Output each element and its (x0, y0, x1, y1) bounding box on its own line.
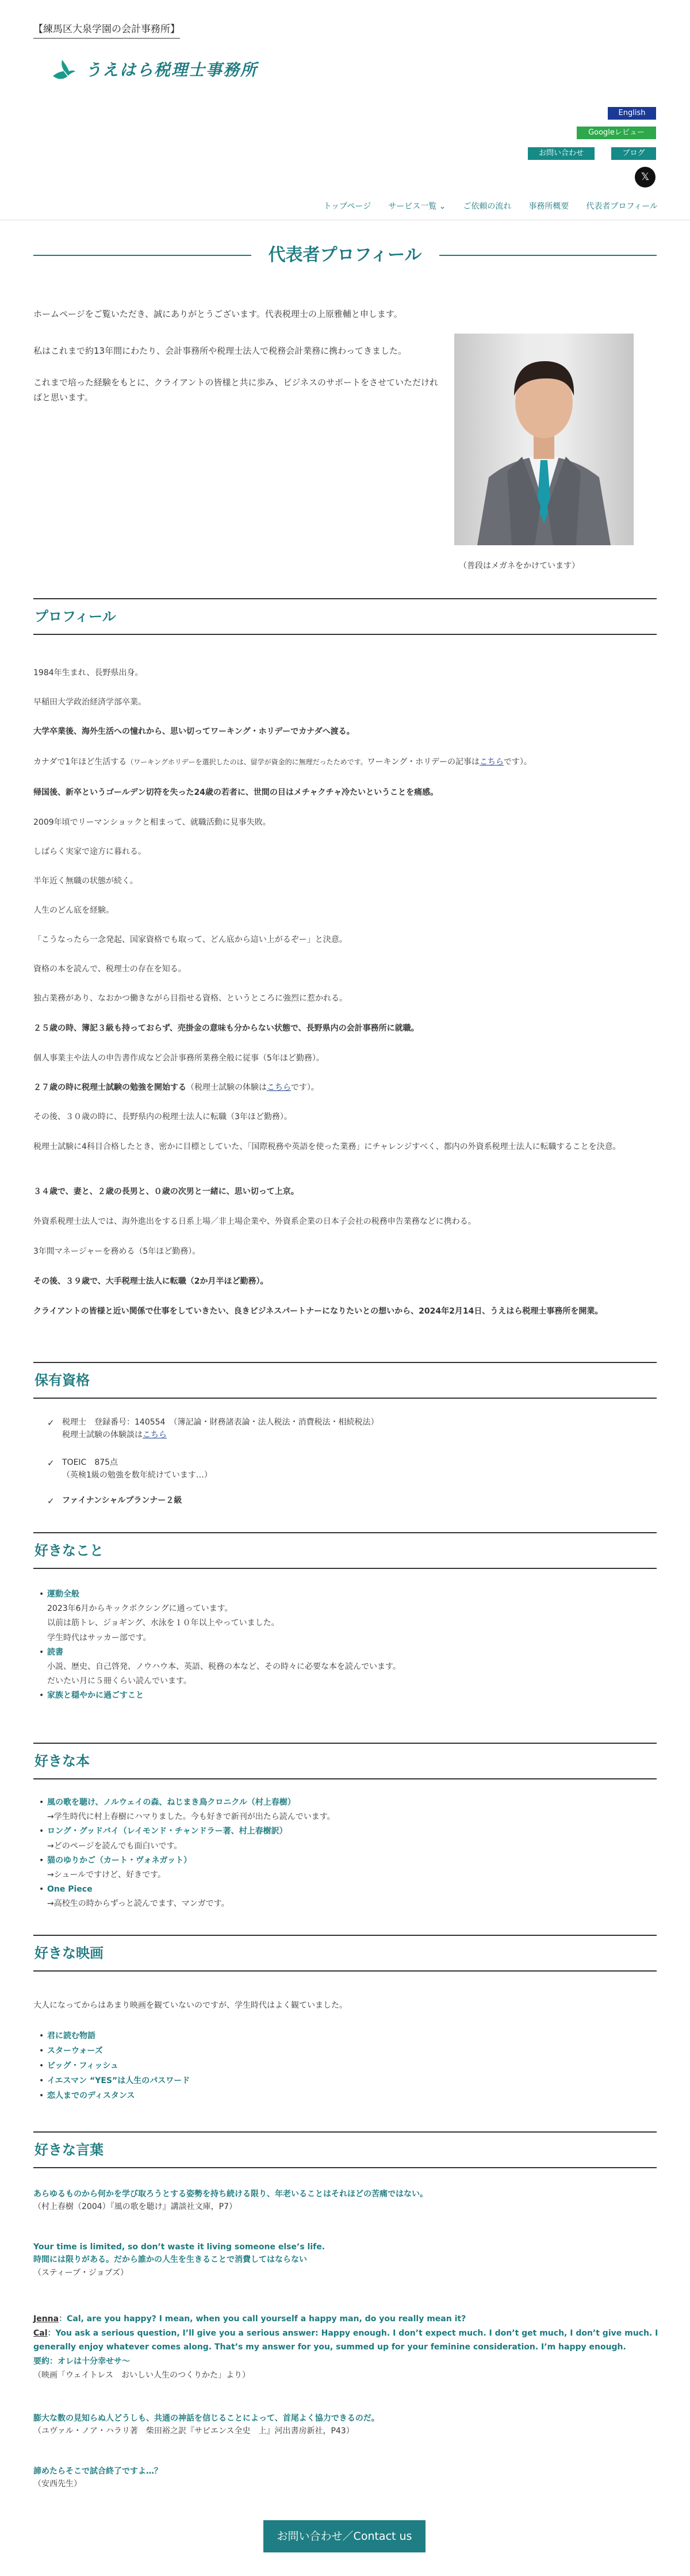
quote-text: Your time is limited, so don’t waste it living someone else’s life. (33, 2242, 325, 2252)
title-line-right (439, 255, 657, 256)
quote-3 (33, 2312, 660, 2383)
quote-source: （映画「ウェイトレス おいしい人生のつくりかた」より） (33, 2371, 251, 2380)
movie-item (39, 2029, 190, 2044)
movie-title: 君に読む物語 (47, 2031, 95, 2041)
quote-2 (33, 2241, 666, 2279)
profile-line: 3年間マネージャーを務める（5年ほど勤務）。 (33, 1247, 201, 1256)
bullet-icon: • (39, 1885, 44, 1894)
quote-summary: 要約：オレは十分幸せサ〜 (33, 2356, 130, 2366)
movie-title: スターウォーズ (47, 2046, 103, 2056)
page-title-row (0, 242, 690, 269)
book-item (39, 1882, 335, 1897)
book-title: 風の歌を聴け、ノルウェイの森、ねじまき鳥クロニクル（村上春樹） (47, 1798, 296, 1807)
quote-text: 時間には限りがある。だから誰かの人生を生きることで消費してはならない (33, 2255, 307, 2265)
quote-text: ：Cal, are you happy? I mean, when you call yourself a happy man, do you really mean it? (59, 2314, 466, 2324)
speaker-name: Cal (33, 2328, 48, 2338)
movie-title: ビッグ・フィッシュ (47, 2061, 119, 2070)
qualifications-heading: 保有資格 (33, 1362, 657, 1399)
profile-line: ２５歳の時、簿記３級も持っておらず、売掛金の意味も分からない状態で、長野県内の会計事務所に就職。 (33, 1024, 419, 1033)
quote-text: ：You ask a serious question, I’ll give you a serious answer: Happy enough. I don’t expect much. I don’t get much, I don’t give much. I generally enjoy whatever comes along. That’s my answer for you, summed up for your feminine consideration. I’m happy enough. (33, 2328, 658, 2352)
quote-text: 諦めたらそこで試合終了ですよ…？ (33, 2467, 162, 2476)
movie-item (39, 2059, 190, 2074)
book-desc: →学生時代に村上春樹にハマりました。今も好きで新刊が出たら読んでいます。 (47, 1812, 335, 1822)
qualification-line: ファイナンシャルプランナー２級 (62, 1496, 182, 1505)
bullet-icon: • (39, 1647, 44, 1657)
logo[interactable] (51, 58, 258, 83)
profile-line: 外資系税理士法人では、海外進出をする日系上場／非上場企業や、外資系企業の日本子会社の税務申告業務などに携わる。 (33, 1217, 476, 1226)
profile-text: カナダで1年ほど生活する (33, 757, 127, 767)
check-icon: ✓ (47, 1458, 55, 1468)
profile-line: 個人事業主や法人の申告書作成など会計事務所業務全般に従事（5年ほど勤務）。 (33, 1054, 324, 1063)
profile-line-canada (33, 755, 657, 770)
likes-desc: 小説、歴史、自己啓発、ノウハウ本、英語、税務の本など、その時々に必要な本を読んでいます。 (47, 1662, 401, 1671)
likes-item-title: 運動全般 (47, 1590, 79, 1599)
quote-text: 膨大な数の見知らぬ人どうしも、共通の神話を信じることによって、首尾よく協力できるのだ。 (33, 2414, 379, 2423)
movie-title: イエスマン “YES”は人生のパスワード (47, 2076, 190, 2085)
qualification-line: 税理士 登録番号：140554 （簿記論・財務諸表論・法人税法・消費税法・相続税法） (62, 1418, 379, 1427)
quote-text: あらゆるものから何かを学び取ろうとする姿勢を持ち続ける限り、年老いることはそれほどの苦痛ではない。 (33, 2190, 428, 2199)
book-desc: →シュールですけど、好きです。 (47, 1870, 166, 1880)
bullet-icon: • (39, 1827, 44, 1836)
profile-line: 1984年生まれ、長野県出身。 (33, 668, 143, 678)
book-item (39, 1824, 335, 1839)
x-icon[interactable]: 𝕏 (635, 167, 656, 187)
likes-item-title: 読書 (47, 1647, 63, 1657)
profile-heading: プロフィール (33, 598, 657, 635)
likes-desc: 2023年6月からキックボクシングに通っています。 (47, 1604, 233, 1614)
qualification-item (47, 1494, 182, 1507)
qualification-item (47, 1416, 378, 1442)
profile-line: その後、３０歳の時に、長野県内の税理士法人に転職（3年ほど勤務）。 (33, 1112, 292, 1122)
qualification-line: 税理士試験の体験談は (62, 1430, 143, 1440)
book-item (39, 1854, 335, 1868)
profile-line: その後、３９歳で、大手税理士法人に転職（2か月半ほど勤務）。 (33, 1277, 269, 1286)
books-heading: 好きな本 (33, 1743, 657, 1779)
likes-heading: 好きなこと (33, 1532, 657, 1569)
quote-source: （安西先生） (33, 2479, 82, 2489)
bird-logo-icon (51, 59, 76, 82)
nav-item-office[interactable]: 事務所概要 (528, 202, 569, 211)
profile-text: です）。 (503, 757, 532, 767)
movies-intro: 大人になってからはあまり映画を観ていないのですが、学生時代はよく観ていました。 (33, 2001, 347, 2010)
profile-line: 半年近く無職の状態が続く。 (33, 876, 138, 886)
profile-text: ワーキング・ホリデーの記事は (367, 757, 480, 767)
profile-line: しばらく実家で途方に暮れる。 (33, 847, 146, 856)
nav-item-profile[interactable]: 代表者プロフィール (586, 202, 658, 211)
profile-text: ２７歳の時に税理士試験の勉強を開始する (33, 1083, 186, 1092)
english-button[interactable]: English (608, 107, 656, 120)
profile-line: 人生のどん底を経験。 (33, 906, 114, 915)
book-title: ロング・グッドバイ（レイモンド・チャンドラー著、村上春樹訳） (47, 1827, 288, 1836)
bullet-icon: • (39, 1691, 44, 1701)
nav-item-top[interactable]: トップページ (323, 202, 371, 211)
movie-item (39, 2089, 190, 2104)
bullet-icon: • (39, 1798, 44, 1807)
logo-text: うえはら税理士事務所 (85, 60, 258, 79)
profile-line: 独占業務があり、なおかつ働きながら目指せる資格、というところに強烈に惹かれる。 (33, 994, 347, 1003)
contact-us-button[interactable]: お問い合わせ／Contact us (263, 2520, 425, 2552)
check-icon: ✓ (47, 1496, 55, 1506)
title-line-left (33, 255, 251, 256)
likes-item (39, 1587, 401, 1602)
exam-experience-link[interactable]: こちら (267, 1083, 291, 1092)
quote-dialogue (33, 2326, 660, 2355)
profile-line: 「こうなったら一念発起、国家資格でも取って、どん底から這い上がるぞー」と決意。 (33, 935, 347, 944)
bullet-icon: • (39, 1590, 44, 1599)
quote-1 (33, 2188, 666, 2214)
profile-line: 税理士試験に4科目合格したとき、密かに目標としていた、「国際税務や英語を使った業務」にチャレンジすべく、都内の外資系税理士法人に転職することを決意。 (33, 1142, 621, 1151)
quotes-heading: 好きな言葉 (33, 2131, 657, 2168)
bullet-icon: • (39, 2061, 44, 2070)
bullet-icon: • (39, 1855, 44, 1865)
profile-line: 資格の本を読んで、税理士の存在を知る。 (33, 964, 186, 974)
profile-line: 早稲田大学政治経済学部卒業。 (33, 698, 146, 707)
qualification-exam-link[interactable]: こちら (143, 1430, 167, 1440)
book-title: 猫のゆりかご（カート・ヴォネガット） (47, 1855, 192, 1865)
movie-item (39, 2074, 190, 2089)
quote-4 (33, 2412, 666, 2438)
speaker-name: Jenna (33, 2314, 59, 2324)
likes-item-title: 家族と穏やかに過ごすこと (47, 1691, 144, 1701)
profile-line: クライアントの皆様と近い関係で仕事をしていきたい、良きビジネスパートナーになりたいとの想いから、2024年2月14日、うえはら税理士事務所を開業。 (33, 1307, 603, 1316)
bullet-icon: • (39, 2046, 44, 2056)
main-nav (323, 200, 658, 213)
nav-item-flow[interactable]: ご依頼の流れ (463, 202, 512, 211)
profile-line-exam (33, 1081, 657, 1095)
bullet-icon: • (39, 2076, 44, 2085)
profile-line: 大学卒業後、海外生活への憧れから、思い切ってワーキング・ホリデーでカナダへ渡る。 (33, 727, 355, 736)
quote-dialogue (33, 2312, 660, 2326)
intro-text-3: これまで培った経験をもとに、クライアントの皆様と共に歩み、ビジネスのサポートをさせていただければと思います。 (33, 377, 438, 403)
bullet-icon: • (39, 2091, 44, 2100)
intro-text-1: ホームページをご覧いただき、誠にありがとうございます。代表税理士の上原雅輔と申します。 (33, 309, 402, 319)
quote-source: （スティーブ・ジョブズ） (33, 2268, 129, 2278)
book-desc: →高校生の時からずっと読んでます、マンガです。 (47, 1899, 229, 1909)
google-review-button[interactable]: Googleレビュー (577, 127, 656, 139)
movies-list (39, 2029, 190, 2103)
book-desc: →どのページを読んでも面白いです。 (47, 1841, 182, 1851)
quote-source: （ユヴァル・ノア・ハラリ著 柴田裕之訳『サピエンス全史 上』河出書房新社，P43） (33, 2426, 354, 2436)
profile-text: （税理士試験の体験は (186, 1083, 267, 1092)
qualification-item (47, 1456, 212, 1482)
profile-line: 2009年頃でリーマンショックと相まって、就職活動に見事失敗。 (33, 818, 271, 827)
profile-line: 帰国後、新卒というゴールデン切符を失った24歳の若者に、世間の目はメチャクチャ冷たいということを痛感。 (33, 788, 439, 797)
profile-note: （ワーキングホリデーを選択したのは、留学が資金的に無理だったためです。 (126, 758, 367, 766)
header-tagline: 【練馬区大泉学園の会計事務所】 (33, 22, 180, 39)
intro-text-2: 私はこれまで約13年間にわたり、会計事務所や税理士法人で税務会計業務に携わってきました。 (33, 346, 407, 356)
movie-title: 恋人までのディスタンス (47, 2091, 135, 2100)
likes-item (39, 1645, 401, 1660)
photo-caption: （普段はメガネをかけています） (459, 561, 580, 571)
quote-source: （村上春樹（2004）『風の歌を聴け』講談社文庫，P7） (33, 2202, 237, 2212)
person-illustration (454, 334, 634, 545)
bullet-icon: • (39, 2031, 44, 2041)
page-title: 代表者プロフィール (268, 245, 422, 265)
books-list (39, 1796, 335, 1912)
check-icon: ✓ (47, 1418, 55, 1428)
qualification-line: TOEIC 875点 (62, 1458, 118, 1467)
blog-button[interactable]: ブログ (611, 147, 656, 160)
profile-text: です）。 (290, 1083, 319, 1092)
book-item (39, 1796, 335, 1810)
nav-item-services[interactable]: サービス一覧 ⌄ (388, 202, 446, 211)
likes-desc: だいたい月に５冊くらい読んでいます。 (47, 1676, 191, 1686)
likes-list (39, 1587, 401, 1704)
representative-photo (454, 334, 634, 545)
movie-item (39, 2044, 190, 2059)
movies-heading: 好きな映画 (33, 1935, 657, 1972)
likes-desc: 学生時代はサッカー部です。 (47, 1633, 151, 1643)
qualification-line: （英検1級の勉強を数年続けています…） (62, 1471, 212, 1480)
likes-item (39, 1689, 401, 1703)
quote-5 (33, 2465, 666, 2491)
profile-line: ３４歳で、妻と、２歳の長男と、０歳の次男と一緒に、思い切って上京。 (33, 1187, 299, 1196)
contact-button[interactable]: お問い合わせ (528, 147, 595, 160)
working-holiday-link[interactable]: こちら (479, 757, 504, 767)
book-title: One Piece (47, 1885, 93, 1894)
likes-desc: 以前は筋トレ、ジョギング、水泳を１０年以上やっていました。 (47, 1618, 279, 1628)
